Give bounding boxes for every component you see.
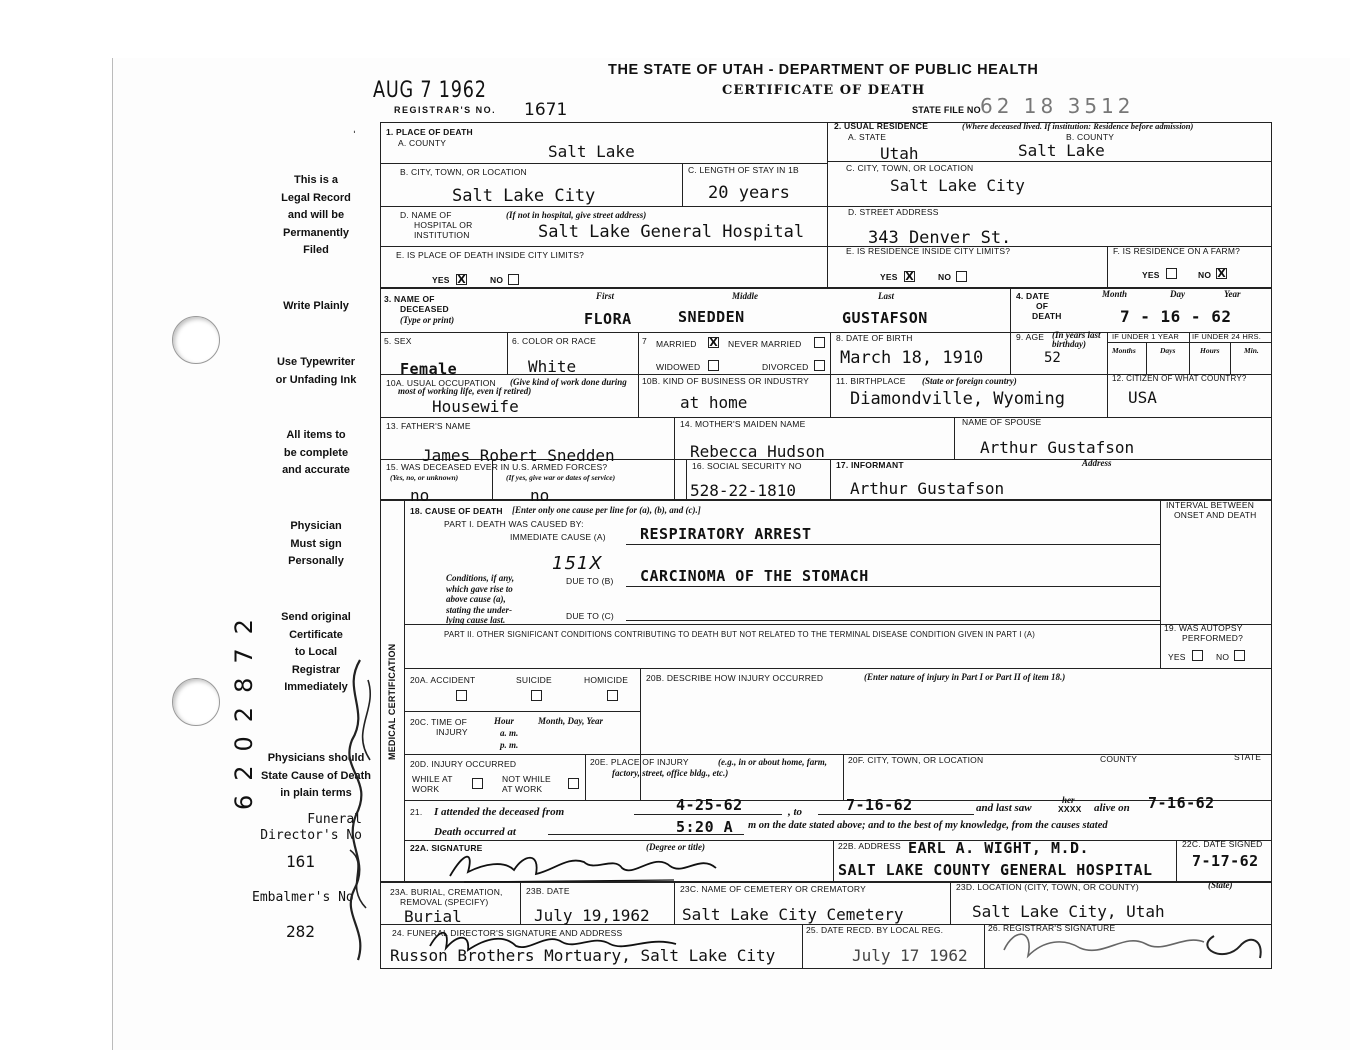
checkbox-res-inside-city-no[interactable] xyxy=(956,271,967,282)
label-work: WORK xyxy=(412,784,440,794)
label-under-1-year: IF UNDER 1 YEAR xyxy=(1112,332,1180,341)
label-name-of-deceased-1: 3. NAME OF xyxy=(384,294,435,304)
label-autopsy-1: 19. WAS AUTOPSY xyxy=(1164,623,1243,633)
label-time-of-injury-2: INJURY xyxy=(436,727,468,737)
label-time-of-injury-1: 20C. TIME OF xyxy=(410,717,468,727)
label-occupation: 10A. USUAL OCCUPATION xyxy=(386,378,496,388)
tick-mark: ˈ xyxy=(352,128,357,144)
label-injury-county: COUNTY xyxy=(1100,754,1138,764)
label-res-city: C. CITY, TOWN, OR LOCATION xyxy=(846,163,974,173)
sidebar-send-note: Send original Certificate to Local Registrar Immediately xyxy=(281,611,351,693)
registrar-label: REGISTRAR'S NO. xyxy=(394,105,497,115)
checkbox-farm-yes[interactable] xyxy=(1166,268,1177,279)
label-age: 9. AGE xyxy=(1016,332,1045,342)
label-day: Day xyxy=(1170,289,1185,299)
label-hospital-3: INSTITUTION xyxy=(414,230,470,240)
label-res-inside-city: E. IS RESIDENCE INSIDE CITY LIMITS? xyxy=(846,246,1011,256)
label-autopsy-yes: YES xyxy=(1168,652,1186,662)
label-days: Days xyxy=(1160,346,1176,355)
value-middle-name: SNEDDEN xyxy=(678,308,745,326)
handwritten-code: 151X xyxy=(552,553,603,574)
value-burial-location: Salt Lake City, Utah xyxy=(972,902,1165,921)
label-state: A. STATE xyxy=(848,132,887,142)
checkbox-while-at-work[interactable] xyxy=(472,778,483,789)
label-occupation-note: (Give kind of work done during most of working life, even if retired) xyxy=(398,377,627,396)
label-middle: Middle xyxy=(732,291,758,301)
label-part-1: PART I. DEATH WAS CAUSED BY: xyxy=(444,519,584,529)
value-war-service: no xyxy=(530,486,550,505)
value-informant: Arthur Gustafson xyxy=(850,479,1005,498)
label-informant-address: Address xyxy=(1082,458,1112,468)
label-type-or-print: (Type or print) xyxy=(400,315,455,325)
label-not-while: NOT WHILE xyxy=(502,774,551,784)
value-date-of-death: 7 - 16 - 62 xyxy=(1120,307,1232,326)
checkbox-death-inside-city-yes[interactable]: X xyxy=(457,273,466,286)
label-best-knowledge: m on the date stated above; and to the best of my knowledge, from the causes stated xyxy=(748,820,1108,831)
label-hour: Hour xyxy=(494,716,515,726)
sidebar-ink-note: Use Typewriter or Unfading Ink xyxy=(275,356,357,386)
value-birthplace: Diamondville, Wyoming xyxy=(850,389,1065,409)
label-injury-city: 20F. CITY, TOWN, OR LOCATION xyxy=(848,755,984,765)
label-due-to-b: DUE TO (B) xyxy=(566,576,614,586)
label-widowed: WIDOWED xyxy=(656,362,701,372)
value-date-received: July 17 1962 xyxy=(852,946,968,965)
label-date-of-death-1: 4. DATE xyxy=(1016,291,1050,301)
registrar-number: 1671 xyxy=(524,100,568,120)
label-suicide: SUICIDE xyxy=(516,675,552,685)
label-injury-description: 20B. DESCRIBE HOW INJURY OCCURRED xyxy=(646,673,824,683)
certificate-title: CERTIFICATE OF DEATH xyxy=(722,83,926,98)
label-hospital-2: HOSPITAL OR xyxy=(414,220,473,230)
registrar-signature xyxy=(994,920,1274,968)
value-armed-forces: no xyxy=(410,486,430,505)
checkbox-autopsy-no[interactable] xyxy=(1234,650,1245,661)
label-yes-3: YES xyxy=(1142,270,1160,280)
label-month: Month xyxy=(1102,289,1128,299)
label-date-signed: 22C. DATE SIGNED xyxy=(1182,839,1263,849)
value-hospital: Salt Lake General Hospital xyxy=(538,222,805,242)
label-cause-of-death: 18. CAUSE OF DEATH xyxy=(410,506,503,516)
label-hospital-1: D. NAME OF xyxy=(400,210,452,220)
physician-signature xyxy=(444,842,744,886)
checkbox-death-inside-city-no[interactable] xyxy=(508,274,519,285)
label-min: Min. xyxy=(1244,346,1259,355)
label-res-county: B. COUNTY xyxy=(1066,132,1115,142)
label-never-married: NEVER MARRIED xyxy=(728,339,802,349)
label-length-of-stay: C. LENGTH OF STAY IN 1B xyxy=(688,165,799,175)
sidebar-cause-note: Physicians should State Cause of Death in plain terms xyxy=(260,752,372,799)
value-res-county: Salt Lake xyxy=(1018,141,1105,160)
label-autopsy-no: NO xyxy=(1216,652,1230,662)
label-father: 13. FATHER'S NAME xyxy=(386,421,471,431)
state-file-number: 62 18 3512 xyxy=(980,94,1135,118)
agency-title: THE STATE OF UTAH - DEPARTMENT OF PUBLIC HEALTH xyxy=(608,62,1039,78)
label-date-of-birth: 8. DATE OF BIRTH xyxy=(836,333,913,343)
value-street-address: 343 Denver St. xyxy=(868,228,1012,248)
label-item-21: 21. xyxy=(410,807,423,817)
funeral-director-number: 161 xyxy=(286,852,315,871)
value-res-city: Salt Lake City xyxy=(890,176,1025,195)
value-burial: Burial xyxy=(404,907,462,926)
label-armed-forces: 15. WAS DECEASED EVER IN U.S. ARMED FORCES? xyxy=(386,462,608,472)
label-mother: 14. MOTHER'S MAIDEN NAME xyxy=(680,419,806,429)
label-marital-num: 7 xyxy=(642,336,647,346)
label-ssn: 16. SOCIAL SECURITY NO xyxy=(692,461,802,471)
value-alive-on: 7-16-62 xyxy=(1148,794,1215,812)
value-first-name: FLORA xyxy=(584,310,632,328)
label-hours: Hours xyxy=(1200,346,1220,355)
embalmer-number: 282 xyxy=(286,922,315,941)
checkbox-autopsy-yes[interactable] xyxy=(1192,650,1203,661)
label-injury-occurred: 20D. INJURY OCCURRED xyxy=(410,759,517,769)
label-name-of-deceased-2: DECEASED xyxy=(400,304,449,314)
checkbox-res-inside-city-yes[interactable]: X xyxy=(905,270,914,283)
label-spouse: NAME OF SPOUSE xyxy=(962,417,1042,427)
label-married: MARRIED xyxy=(656,339,697,349)
value-father: James Robert Snedden xyxy=(422,446,615,465)
label-signature: 22A. SIGNATURE xyxy=(410,843,483,853)
label-street-address: D. STREET ADDRESS xyxy=(848,207,939,217)
checkbox-suicide[interactable] xyxy=(531,690,542,701)
sidebar-physician-note: Physician Must sign Personally xyxy=(288,520,344,567)
label-yes: YES xyxy=(432,275,450,285)
checkbox-widowed[interactable] xyxy=(708,360,719,371)
label-place-of-death: 1. PLACE OF DEATH xyxy=(386,127,473,137)
value-funeral-director: Russon Brothers Mortuary, Salt Lake City xyxy=(390,946,776,965)
value-business: at home xyxy=(680,393,748,412)
label-cause-note: [Enter only one cause per line for (a), (b), and (c).] xyxy=(512,505,701,515)
label-cemetery: 23C. NAME OF CEMETERY OR CREMATORY xyxy=(680,884,866,894)
label-at-work: AT WORK xyxy=(502,784,543,794)
label-sex: 5. SEX xyxy=(384,336,412,346)
label-injury-state: STATE xyxy=(1234,752,1262,762)
value-res-state: Utah xyxy=(880,144,919,163)
label-place-of-injury: 20E. PLACE OF INJURY xyxy=(590,757,689,767)
label-inside-city-limits: E. IS PLACE OF DEATH INSIDE CITY LIMITS? xyxy=(396,250,585,260)
label-autopsy-2: PERFORMED? xyxy=(1182,633,1244,643)
punch-hole-top xyxy=(172,316,220,364)
label-last-saw: and last saw xyxy=(976,802,1032,814)
value-age: 52 xyxy=(1044,350,1061,366)
value-date-of-birth: March 18, 1910 xyxy=(840,348,984,368)
value-race: White xyxy=(528,357,577,376)
label-burial-1: 23A. BURIAL, CREMATION, xyxy=(390,887,503,897)
label-armed-note-2: (If yes, give war or dates of service) xyxy=(506,473,616,482)
label-residence-note: (Where deceased lived. If institution: Residence before admission) xyxy=(962,121,1194,131)
value-occupation: Housewife xyxy=(432,397,519,416)
label-part-2: PART II. OTHER SIGNIFICANT CONDITIONS CONTRIBUTING TO DEATH BUT NOT RELATED TO THE TERMINAL DISEASE CONDITION GIVEN IN PART I (A) xyxy=(444,630,1036,639)
value-spouse: Arthur Gustafson xyxy=(980,438,1135,457)
label-burial-state: (State) xyxy=(1208,880,1233,890)
checkbox-never-married[interactable] xyxy=(814,337,825,348)
label-burial-2: REMOVAL (SPECIFY) xyxy=(400,897,489,907)
label-conditions: Conditions, if any, which gave rise to above cause (a), stating the under- lying cause last. xyxy=(446,573,515,625)
label-informant: 17. INFORMANT xyxy=(836,460,904,470)
value-ssn: 528-22-1810 xyxy=(690,481,796,500)
received-date-stamp: AUG 7 1962 xyxy=(373,78,487,103)
label-alive-on: alive on xyxy=(1094,802,1130,814)
label-county: A. COUNTY xyxy=(398,138,447,148)
label-injury-note: (Enter nature of injury in Part I or Part II of item 18.) xyxy=(864,672,1066,682)
embalmer-label: Embalmer's No xyxy=(252,890,354,905)
label-attended: I attended the deceased from xyxy=(434,806,565,818)
label-burial-location: 23D. LOCATION (CITY, TOWN, OR COUNTY) xyxy=(956,882,1139,892)
label-homicide: HOMICIDE xyxy=(584,675,629,685)
checkbox-homicide[interactable] xyxy=(607,690,618,701)
value-date-signed: 7-17-62 xyxy=(1192,852,1259,870)
label-immediate-cause: IMMEDIATE CAUSE (A) xyxy=(510,532,606,542)
value-attended-to: 7-16-62 xyxy=(846,796,913,814)
label-birthplace: 11. BIRTHPLACE xyxy=(836,376,906,386)
value-physician-name: EARL A. WIGHT, M.D. xyxy=(908,839,1090,857)
label-citizen: 12. CITIZEN OF WHAT COUNTRY? xyxy=(1112,374,1247,383)
label-under-24-hrs: IF UNDER 24 HRS. xyxy=(1192,332,1262,341)
label-no: NO xyxy=(490,275,504,285)
label-city: B. CITY, TOWN, OR LOCATION xyxy=(400,167,527,177)
value-county: Salt Lake xyxy=(548,142,635,161)
label-date-of-death-2: OF xyxy=(1036,301,1049,311)
label-date-received: 25. DATE RECD. BY LOCAL REG. xyxy=(806,925,944,935)
label-mdy: Month, Day, Year xyxy=(538,716,604,726)
sidebar-complete-note: All items to be complete and accurate xyxy=(282,429,350,476)
checkbox-not-at-work[interactable] xyxy=(568,778,579,789)
value-mother: Rebecca Hudson xyxy=(690,442,825,461)
label-burial-date: 23B. DATE xyxy=(526,886,570,896)
label-no-3: NO xyxy=(1198,270,1212,280)
sidebar-write-plainly: Write Plainly xyxy=(283,300,349,312)
value-cause-b: CARCINOMA OF THE STOMACH xyxy=(640,567,869,585)
checkbox-divorced[interactable] xyxy=(814,360,825,371)
value-city: Salt Lake City xyxy=(452,186,596,206)
label-degree: (Degree or title) xyxy=(646,842,705,852)
label-due-to-c: DUE TO (C) xyxy=(566,611,614,621)
label-no-2: NO xyxy=(938,272,952,282)
value-death-time: 5:20 A xyxy=(676,818,734,836)
label-race: 6. COLOR OR RACE xyxy=(512,336,596,346)
label-hospital-note: (If not in hospital, give street address) xyxy=(506,210,647,220)
label-while-at: WHILE AT xyxy=(412,774,453,784)
label-interval-2: ONSET AND DEATH xyxy=(1174,510,1257,520)
label-death-occurred: Death occurred at xyxy=(434,826,516,838)
label-accident: 20A. ACCIDENT xyxy=(410,675,476,685)
checkbox-farm-no[interactable]: X xyxy=(1217,267,1226,280)
value-attended-from: 4-25-62 xyxy=(676,796,743,814)
label-armed-note-1: (Yes, no, or unknown) xyxy=(390,473,459,482)
value-immediate-cause: RESPIRATORY ARREST xyxy=(640,525,812,543)
checkbox-married[interactable]: X xyxy=(709,336,718,349)
label-registrar-signature: 26. REGISTRAR'S SIGNATURE xyxy=(988,923,1116,933)
label-pm: p. m. xyxy=(500,740,519,750)
label-birthplace-note: (State or foreign country) xyxy=(922,376,1017,386)
label-am: a. m. xyxy=(500,728,519,738)
punch-hole-bottom xyxy=(172,678,220,726)
label-yes-2: YES xyxy=(880,272,898,282)
state-file-label: STATE FILE NO xyxy=(912,105,981,115)
value-cemetery: Salt Lake City Cemetery xyxy=(682,905,904,924)
label-physician-address: 22B. ADDRESS xyxy=(838,841,901,851)
value-her: her xyxy=(1062,795,1075,805)
label-last: Last xyxy=(878,291,895,301)
label-business: 10B. KIND OF BUSINESS OR INDUSTRY xyxy=(642,376,810,386)
value-physician-address: SALT LAKE COUNTY GENERAL HOSPITAL xyxy=(838,861,1153,879)
label-first: First xyxy=(596,291,615,301)
value-citizen: USA xyxy=(1128,388,1157,407)
value-struck-pronoun: XXXX xyxy=(1058,804,1082,814)
label-interval-1: INTERVAL BETWEEN xyxy=(1166,500,1255,510)
value-length-of-stay: 20 years xyxy=(708,183,790,203)
checkbox-accident[interactable] xyxy=(456,690,467,701)
label-to: , to xyxy=(788,806,803,818)
sidebar-legal-note: This is a Legal Record and will be Permanently Filed xyxy=(281,174,351,256)
value-last-name: GUSTAFSON xyxy=(842,309,928,327)
label-year: Year xyxy=(1224,289,1241,299)
label-months: Months xyxy=(1112,346,1136,355)
label-funeral-director: 24. FUNERAL DIRECTOR'S SIGNATURE AND ADDRESS xyxy=(392,928,623,938)
label-place-note: (e.g., in or about home, farm, factory, street, office bldg., etc.) xyxy=(612,757,828,778)
label-age-note: (In years last birthday) xyxy=(1052,330,1101,349)
label-divorced: DIVORCED xyxy=(762,362,809,372)
label-usual-residence: 2. USUAL RESIDENCE xyxy=(834,121,929,131)
value-sex: Female xyxy=(400,360,458,378)
value-burial-date: July 19,1962 xyxy=(534,906,650,925)
label-date-of-death-3: DEATH xyxy=(1032,311,1062,321)
funeral-director-label: Funeral Director's No xyxy=(260,812,362,843)
label-on-farm: F. IS RESIDENCE ON A FARM? xyxy=(1113,246,1241,256)
